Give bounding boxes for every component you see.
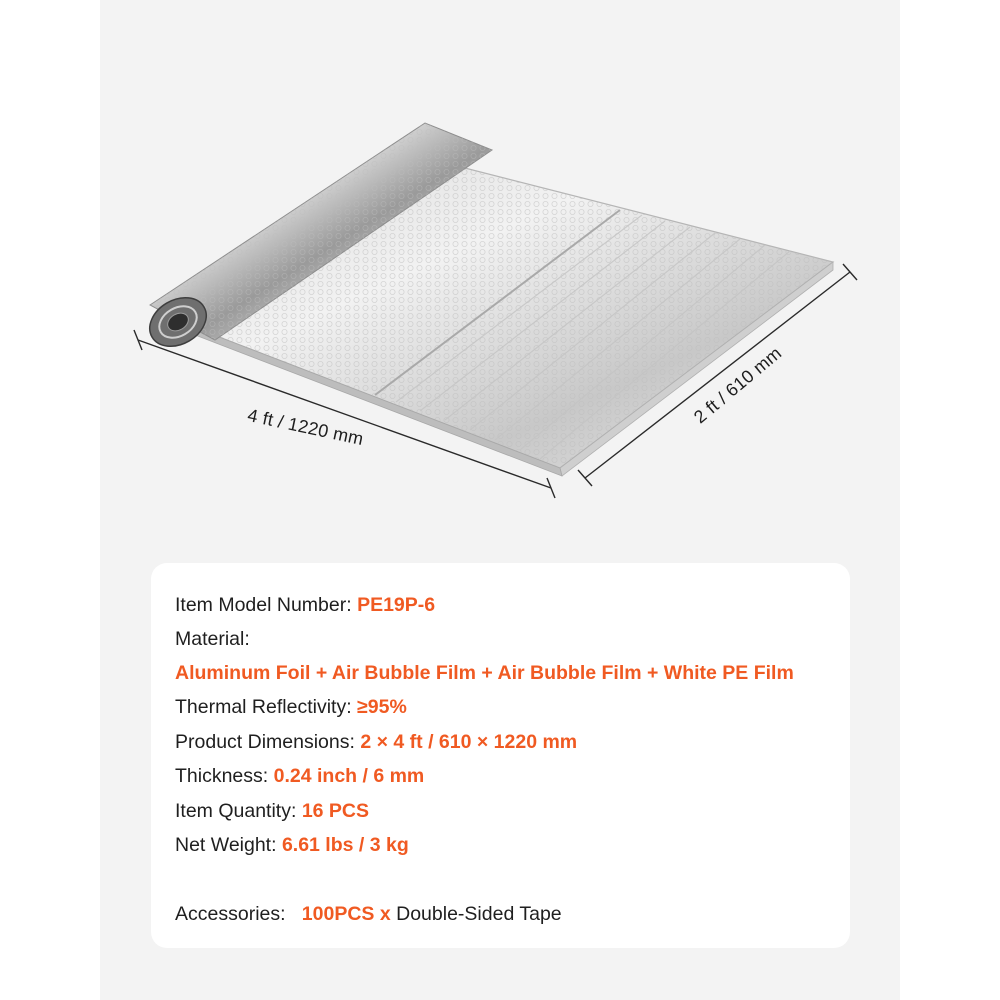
width-dimension-label: 2 ft / 610 mm [690,342,786,428]
spec-accessories [175,902,562,926]
spec-thickness [175,764,424,788]
spec-value: Aluminum Foil + Air Bubble Film + Air Bubble Film + White PE Film [175,662,794,684]
spec-label: Thermal Reflectivity: [175,696,358,718]
spec-label: Item Quantity: [175,800,302,822]
spec-label: Product Dimensions: [175,731,361,753]
spec-item-quantity [175,799,369,823]
spec-value: 0.24 inch / 6 mm [273,765,425,787]
spec-value: 2 × 4 ft / 610 × 1220 mm [360,731,578,753]
spec-label: Thickness: [175,765,274,787]
spec-net-weight [175,833,409,857]
spec-value: ≥95% [357,696,407,718]
spec-label: Net Weight: [175,834,282,856]
spec-suffix: Double-Sided Tape [390,903,562,925]
insulation-roll-image [100,0,900,560]
specifications-card [151,563,850,948]
spec-label: Material: [175,628,250,650]
spec-label: Item Model Number: [175,594,358,616]
spec-value: 16 PCS [301,800,370,822]
length-dimension-label: 4 ft / 1220 mm [245,405,366,450]
spec-label: Accessories: [175,903,302,925]
spec-value: 100PCS x [301,903,391,925]
spec-value: PE19P-6 [357,594,436,616]
spec-value: 6.61 lbs / 3 kg [281,834,409,856]
spec-model-number [175,593,435,617]
product-illustration [100,0,900,560]
spec-material-value [175,661,794,685]
spec-material-label [175,627,250,651]
spec-product-dimensions [175,730,577,754]
spec-thermal-reflectivity [175,695,407,719]
